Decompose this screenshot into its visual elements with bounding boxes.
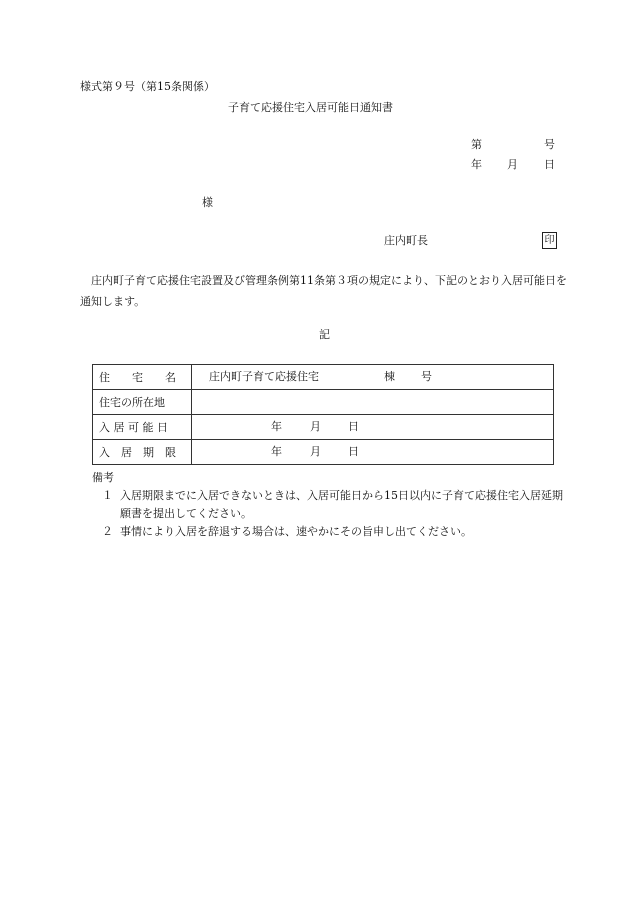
doc-number-suffix: 号 — [544, 138, 555, 151]
row-value-deadline — [192, 440, 554, 465]
note-number: ２ — [102, 525, 113, 538]
row-value-house-name — [192, 365, 554, 390]
deadline-month: 月 — [310, 445, 321, 458]
note-item — [92, 523, 572, 541]
house-name-value: 庄内町子育て応援住宅 — [209, 370, 319, 383]
table-row — [93, 390, 554, 415]
sender-name: 庄内町長 — [384, 234, 428, 247]
table-row — [93, 415, 554, 440]
info-table — [92, 364, 554, 465]
body-paragraph — [80, 270, 570, 312]
row-label-move-in-date: 入 居 可 能 日 — [93, 415, 192, 440]
notes-section — [92, 469, 572, 541]
row-label-address: 住宅の所在地 — [93, 390, 192, 415]
row-label-house-name: 住 宅 名 — [93, 365, 192, 390]
move-in-day: 日 — [348, 420, 359, 433]
document-title: 子育て応援住宅入居可能日通知書 — [228, 101, 393, 114]
doc-number-prefix: 第 — [471, 138, 482, 151]
row-value-move-in-date — [192, 415, 554, 440]
table-row — [93, 440, 554, 465]
note-number: １ — [102, 489, 113, 502]
deadline-day: 日 — [348, 445, 359, 458]
deadline-year: 年 — [271, 445, 282, 458]
note-item — [92, 487, 572, 523]
date-year: 年 — [471, 158, 482, 171]
seal-mark: 印 — [542, 232, 557, 249]
date-month: 月 — [507, 158, 518, 171]
note-text: 事情により入居を辞退する場合は、速やかにその旨申し出てください。 — [120, 525, 472, 538]
table-row — [93, 365, 554, 390]
building-label: 棟 — [384, 370, 395, 383]
addressee-suffix: 様 — [202, 196, 213, 209]
row-value-address — [192, 390, 554, 415]
notes-heading: 備考 — [92, 471, 114, 484]
note-text: 入居期限までに入居できないときは、入居可能日から15日以内に子育て応援住宅入居延期願書を提出してください。 — [120, 489, 563, 520]
body-text: 庄内町子育て応援住宅設置及び管理条例第11条第３項の規定により、下記のとおり入居可能日を通知します。 — [80, 274, 567, 308]
row-label-deadline: 入 居 期 限 — [93, 440, 192, 465]
ki-heading: 記 — [319, 328, 330, 341]
move-in-year: 年 — [271, 420, 282, 433]
date-day: 日 — [544, 158, 555, 171]
move-in-month: 月 — [310, 420, 321, 433]
unit-number-label: 号 — [421, 370, 432, 383]
form-number-label: 様式第９号（第15条関係） — [80, 80, 215, 93]
